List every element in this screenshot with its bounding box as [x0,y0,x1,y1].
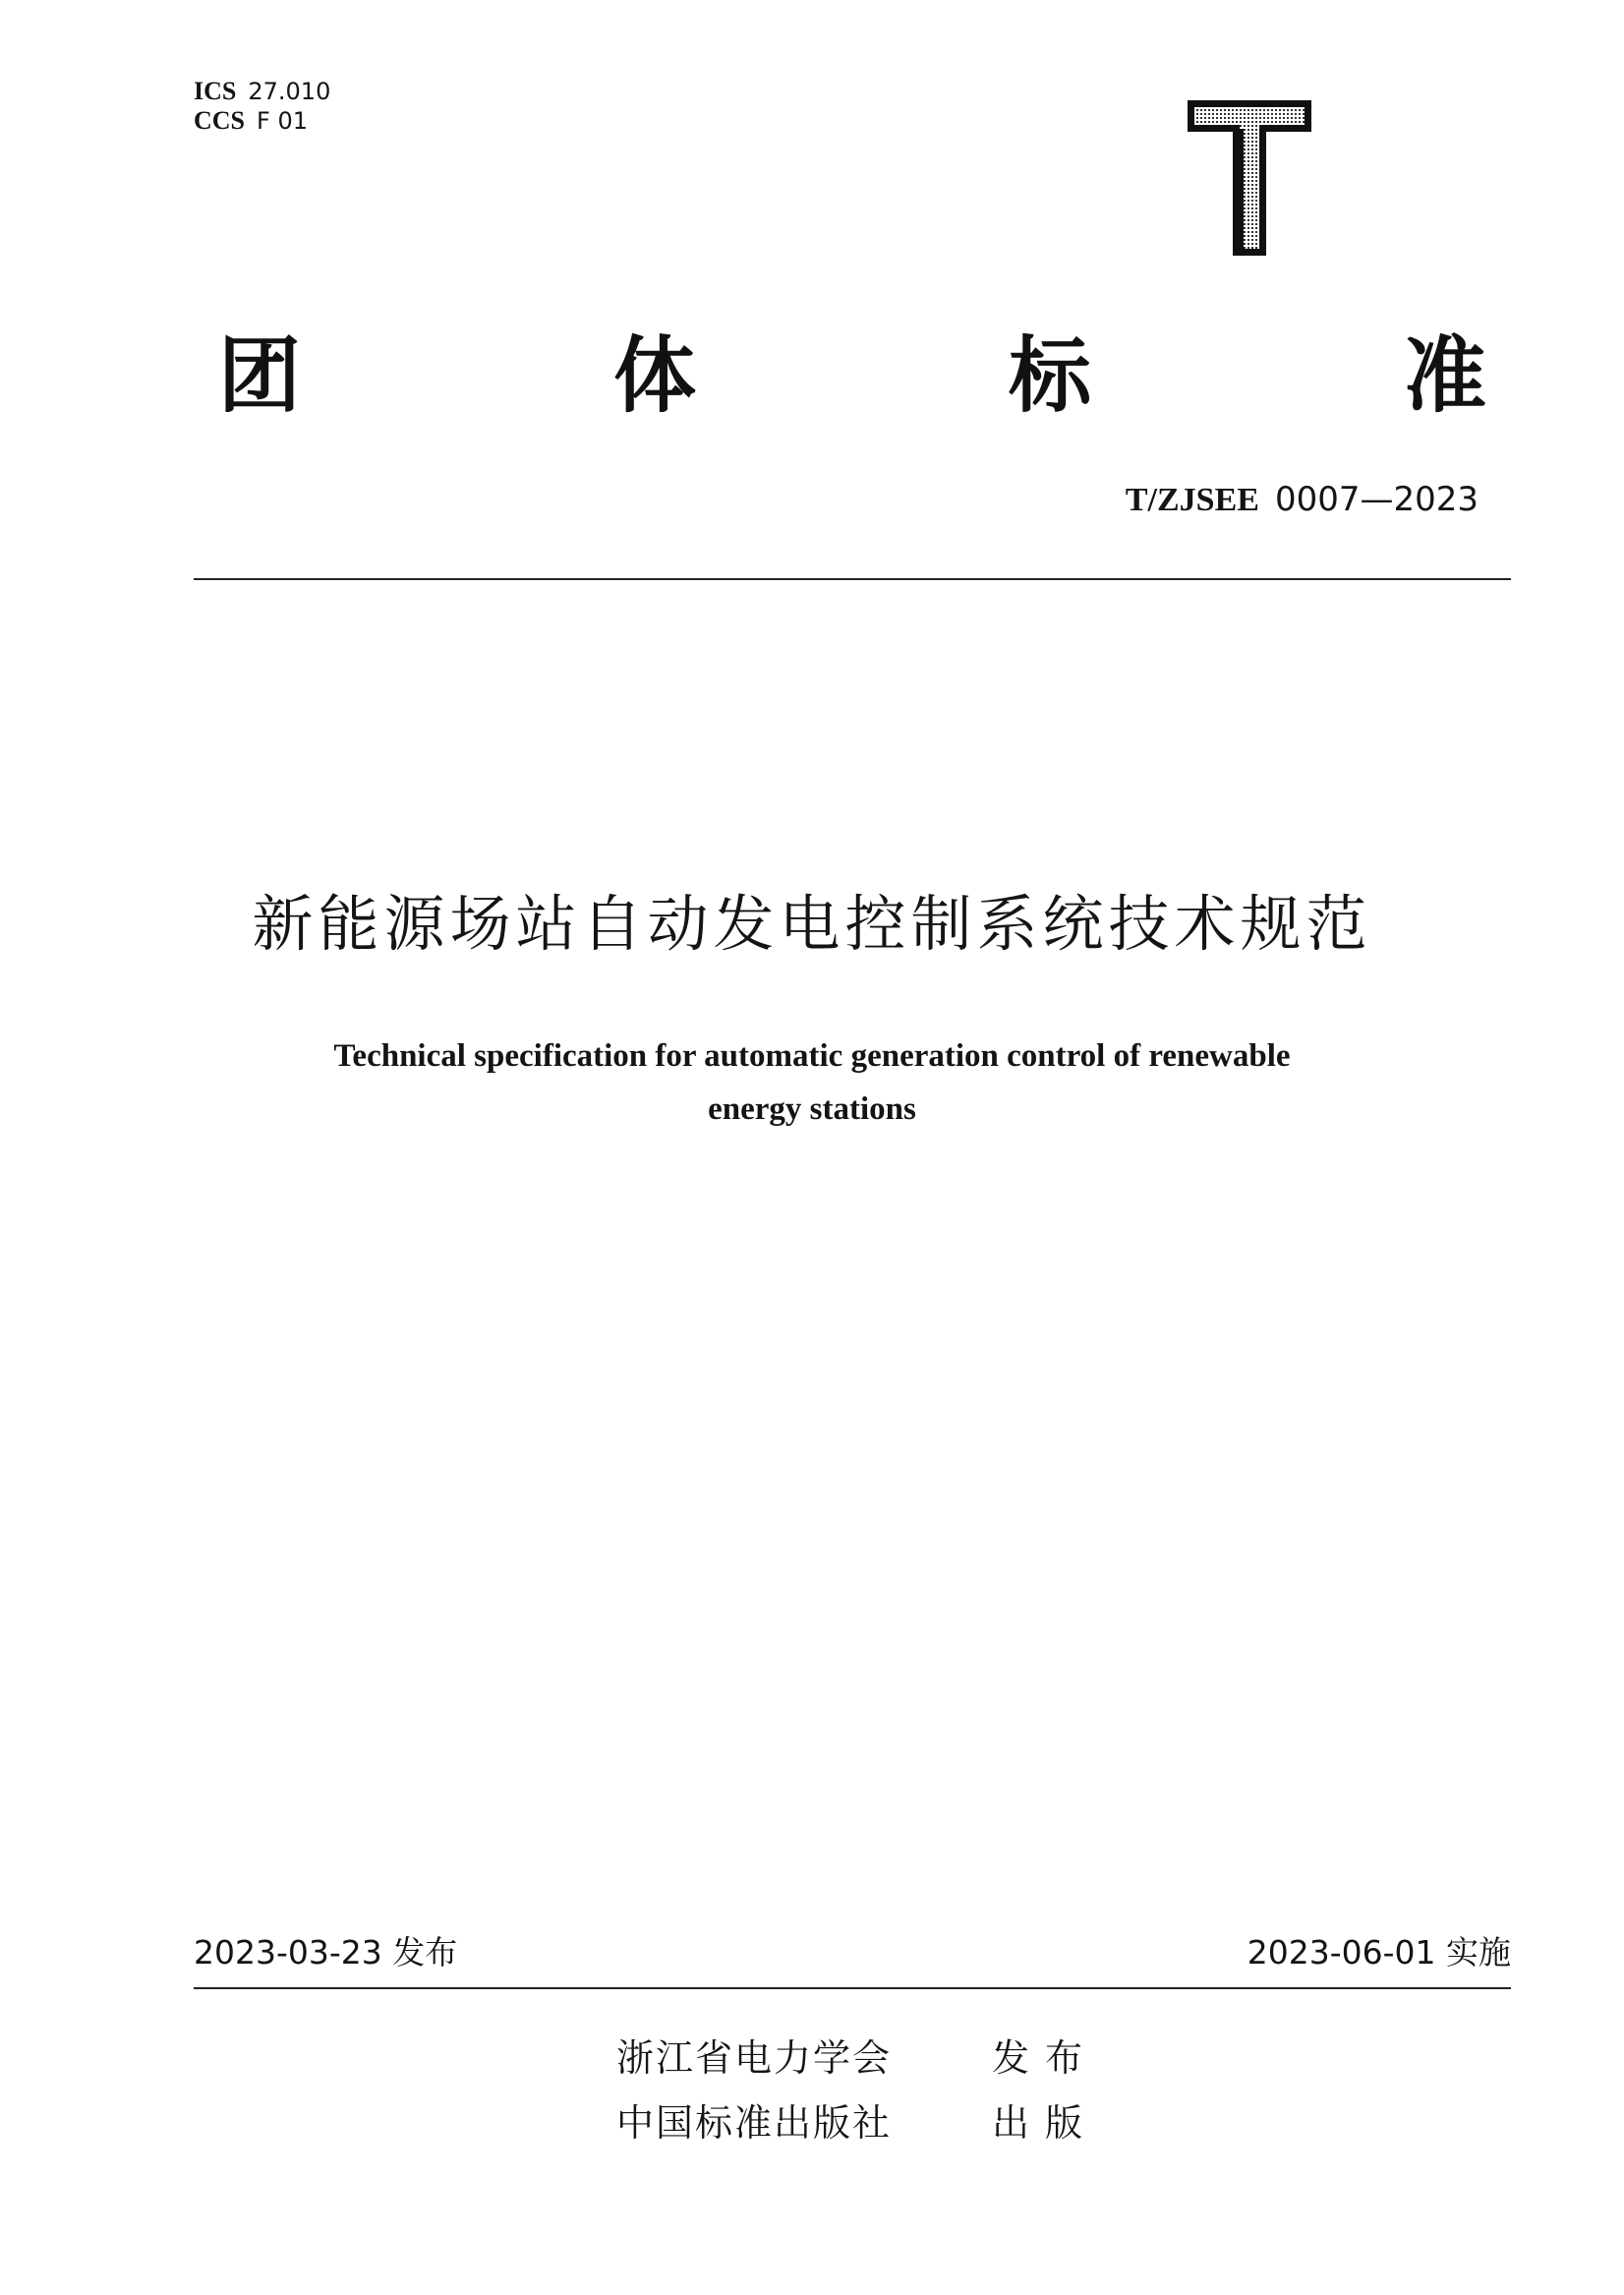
issuer-name: 浙江省电力学会 [616,2036,893,2080]
ccs-value: F 01 [257,107,308,135]
title-english-line: Technical specification for automatic generation control of renewable [333,1038,1291,1074]
ics-value: 27.010 [248,78,331,105]
issuer-row [616,2028,1098,2082]
standard-type-heading [218,326,1486,425]
printer-role: 出版 [992,2101,1099,2145]
standard-type-char: 标 [1008,327,1091,424]
printer-name: 中国标准出版社 [616,2101,893,2145]
ccs-code [194,106,330,136]
implement-date: 2023-06-01 实施 [1247,1933,1511,1971]
standard-type-char: 团 [218,327,302,424]
standard-number [1126,480,1479,519]
team-standard-t-logo [1188,100,1311,256]
title-chinese: 新能源场站自动发电控制系统技术规范 [252,888,1372,960]
title-english-line: energy stations [708,1091,916,1127]
header-divider [194,578,1511,580]
standard-serial: 0007—2023 [1274,480,1479,519]
ics-label: ICS [194,77,237,105]
publish-date: 2023-03-23 发布 [194,1933,458,1971]
standard-type-char: 准 [1403,327,1486,424]
standard-type-char: 体 [612,327,696,424]
footer-divider [194,1987,1511,1989]
ics-code [194,77,330,106]
printer-row [616,2092,1098,2147]
standard-org-code: T/ZJSEE [1125,482,1259,518]
ccs-label: CCS [194,106,246,135]
title-english [0,1030,1624,1136]
classification-codes [194,77,330,136]
issuer-role: 发布 [992,2036,1099,2080]
